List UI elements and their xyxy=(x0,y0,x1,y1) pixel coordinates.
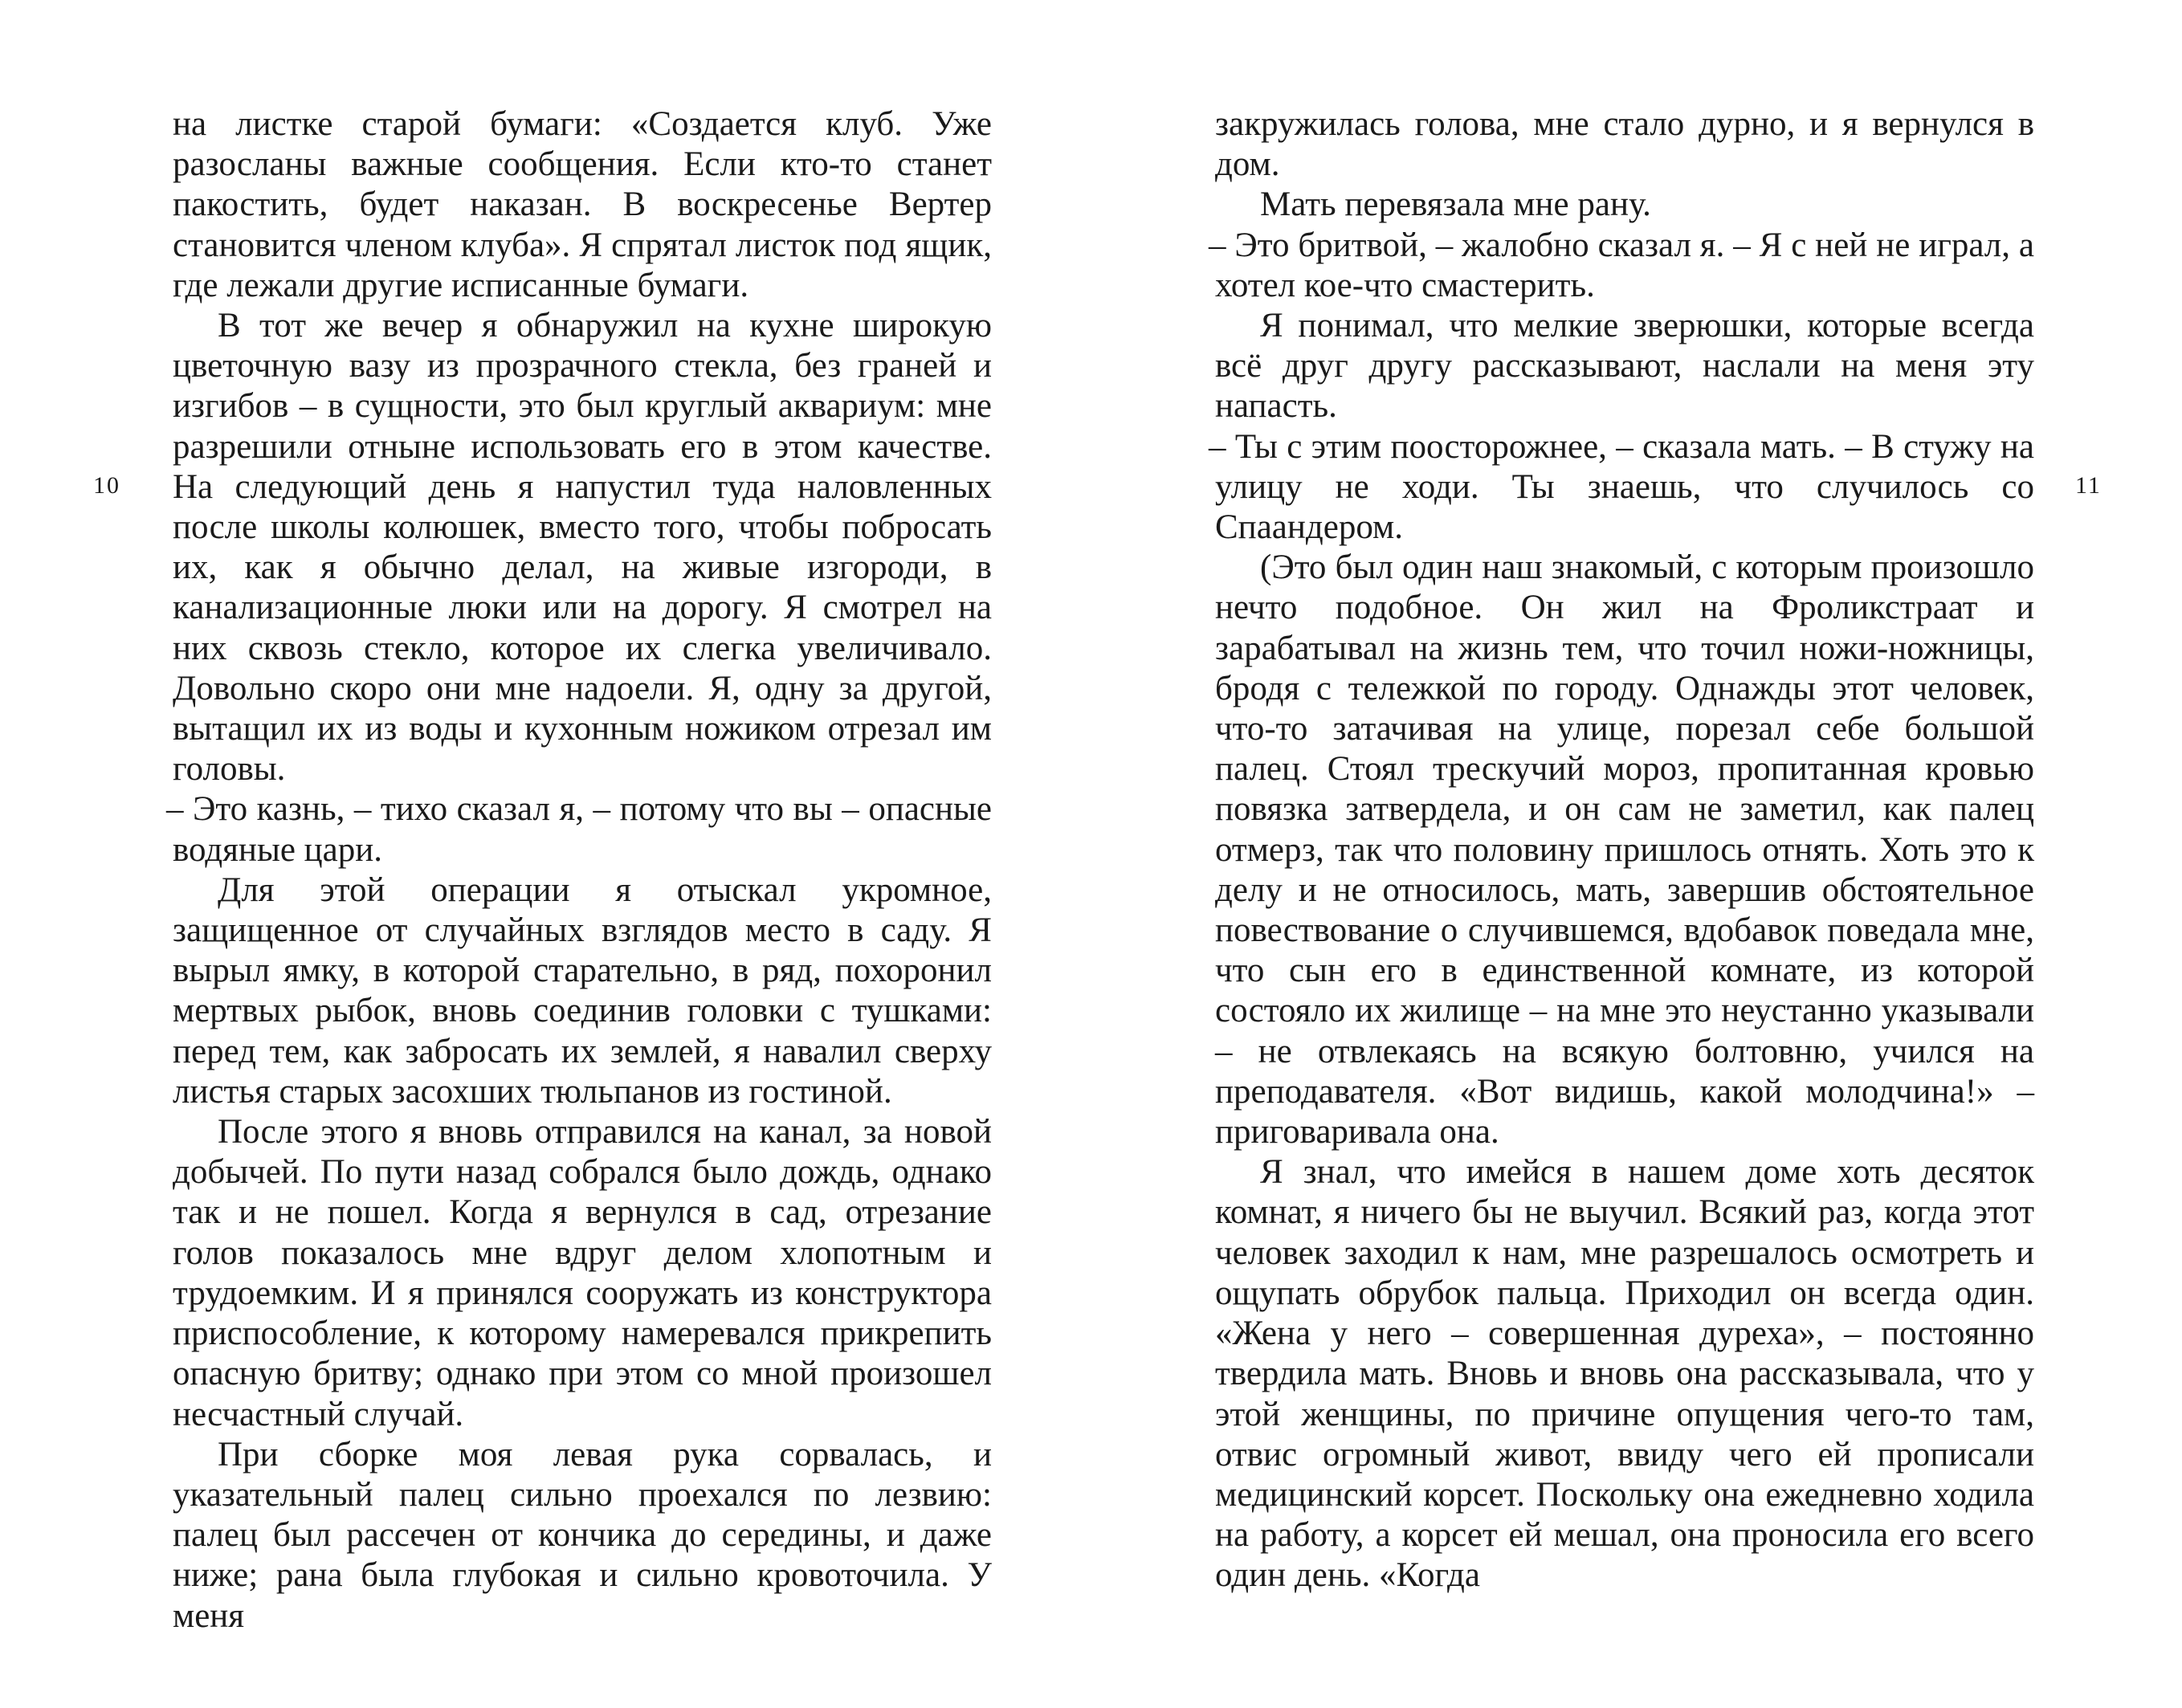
text-column xyxy=(1209,104,2034,1596)
paragraph: При сборке моя левая рука сорвалась, и указательный палец сильно проехался по лезвию: палец был рассечен от кончика до середины, и даже ниже; рана была глубокая и сильно кровоточила. У меня xyxy=(173,1435,992,1635)
right-page xyxy=(1091,0,2182,1708)
paragraph: на листке старой бумаги: «Создается клуб. Уже разосланы важные сообщения. Если кто-то станет пакостить, будет наказан. В воскресенье Вертер становится членом клуба». Я спрятал листок под ящик, где лежали другие исписанные бумаги. xyxy=(173,105,992,304)
paragraph: Для этой операции я отыскал укромное, защищенное от случайных взглядов место в саду. Я вырыл ямку, в которой старательно, в ряд, похоронил мертвых рыбок, вновь соединив головки с тушками: перед тем, как забросать их землей, я навалил сверху листья старых засохших тюльпанов из гостиной. xyxy=(173,870,992,1111)
paragraph: Я понимал, что мелкие зверюшки, которые всегда всё друг другу рассказывают, наслали на меня эту напасть. xyxy=(1215,307,2034,426)
dialogue-line: – Это казнь, – тихо сказал я, – потому что вы – опасные водяные цари. xyxy=(166,790,992,869)
page-number: 10 xyxy=(93,472,120,499)
dialogue-line: – Ты с этим поосторожнее, – сказала мать. – В стужу на улицу не ходи. Ты знаешь, что случилось со Спаандером. xyxy=(1209,427,2034,547)
paragraph: После этого я вновь отправился на канал, за новой добычей. По пути назад собрался было дождь, однако так и не пошел. Когда я вернулся в сад, отрезание голов показалось мне вдруг делом хлопотным и трудоемким. И я принялся сооружать из конструктора приспособление, к которому намеревался прикрепить опасную бритву; однако при этом со мной произошел несчастный случай. xyxy=(173,1113,992,1433)
paragraph: Мать перевязала мне рану. xyxy=(1260,185,1651,224)
paragraph: Я знал, что имейся в нашем доме хоть десяток комнат, я ничего бы не выучил. Всякий раз, когда этот человек заходил к нам, мне разрешалось осмотреть и ощупать обрубок пальца. Приходил он всегда один. «Жена у него – совершенная дуреха», – постоянно твердила мать. Вновь и вновь она рассказывала, что у этой женщины, по причине опущения чего-то там, отвис огромный живот, ввиду чего ей прописали медицинский корсет. Поскольку она ежедневно ходила на работу, а корсет ей мешал, она проносила его всего один день. «Когда xyxy=(1215,1153,2034,1595)
page-number: 11 xyxy=(2075,472,2102,499)
paragraph: закружилась голова, мне стало дурно, и я вернулся в дом. xyxy=(1215,105,2034,184)
paragraph: В тот же вечер я обнаружил на кухне широкую цветочную вазу из прозрачного стекла, без граней и изгибов – в сущности, это был круглый аквариум: мне разрешили отныне использовать его в этом качестве. На следующий день я напустил туда наловленных после школы колюшек, вместо того, чтобы побросать их, как я обычно делал, на живые изгороди, в канализационные люки или на дорогу. Я смотрел на них сквозь стекло, которое их слегка увеличивало. Довольно скоро они мне надоели. Я, одну за другой, вытащил их из воды и кухонным ножиком отрезал им головы. xyxy=(173,307,992,789)
dialogue-line: – Это бритвой, – жалобно сказал я. – Я с ней не играл, а хотел кое-что смастерить. xyxy=(1209,226,2034,304)
paragraph: (Это был один наш знакомый, с которым произошло нечто подобное. Он жил на Фроликстраат и зарабатывал на жизнь тем, что точил ножи-ножницы, бродя с тележкой по городу. Однажды этот человек, что-то затачивая на улице, порезал себе большой палец. Стоял трескучий мороз, пропитанная кровью повязка затвердела, и он сам не заметил, как палец отмерз, так что половину пришлось отнять. Хоть это к делу и не относилось, мать, завершив обстоятельное повествование о случившемся, вдобавок поведала мне, что сын его в единственной комнате, из которой состояло их жилище – на мне это неустанно указывали – не отвлекаясь на всякую болтовню, учился на преподавателя. «Вот видишь, какой молодчина!» – приговаривала она. xyxy=(1215,548,2034,1152)
text-column xyxy=(166,104,992,1637)
